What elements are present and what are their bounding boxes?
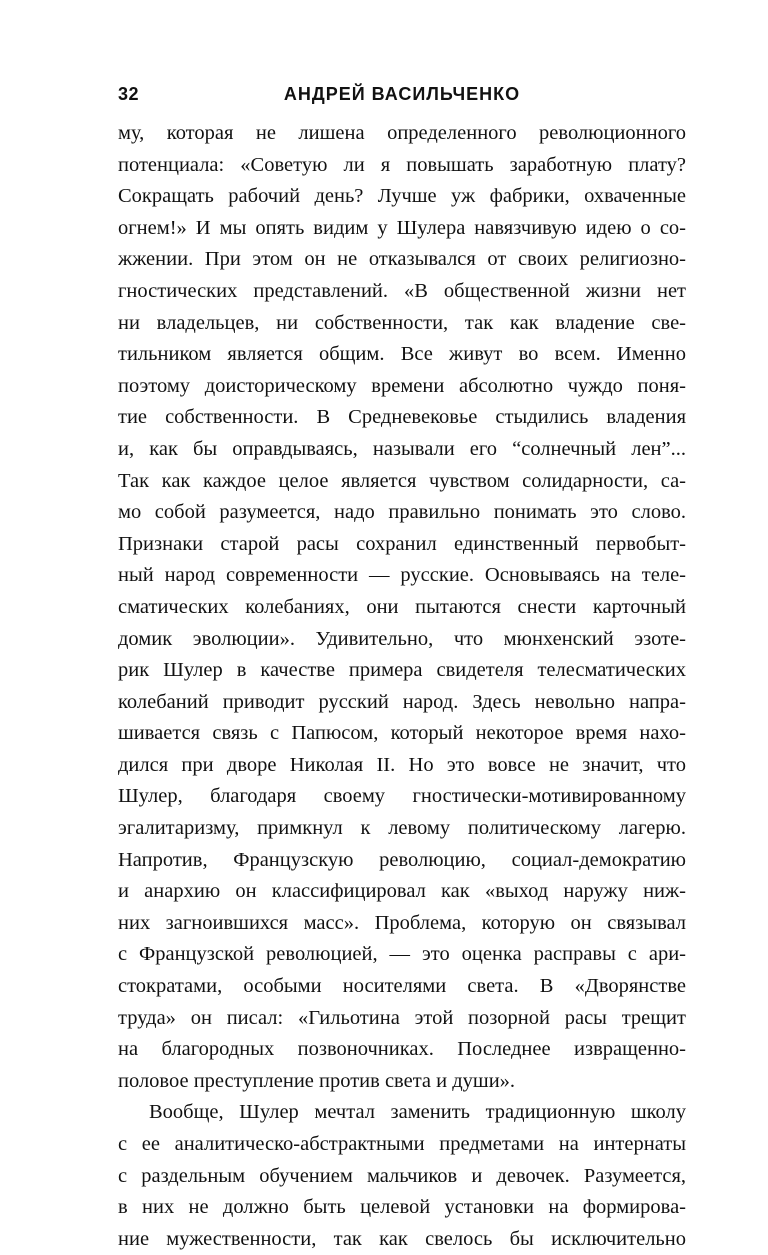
text-line: Вообще, Шулер мечтал заменить традиционную школу [149, 1101, 686, 1124]
page-number: 32 [118, 84, 140, 104]
text-line: домик эволюции». Удивительно, что мюнхенский эзоте- [118, 627, 686, 650]
running-head-author: АНДРЕЙ ВАСИЛЬЧЕНКО [283, 84, 521, 104]
text-line: рик Шулер в качестве примера свидетеля телесматических [118, 659, 686, 682]
text-line: дился при дворе Николая II. Но это вовсе не значит, что [118, 753, 686, 776]
text-line: ние мужественности, так как свелось бы исключительно [118, 1227, 686, 1250]
text-line: эгалитаризму, примкнул к левому политическому лагерю. [118, 817, 686, 840]
text-line: с Французской революцией, — это оценка расправы с ари- [118, 943, 686, 966]
text-line: с ее аналитическо-абстрактными предметами на интернаты [118, 1133, 686, 1155]
text-line: му, которая не лишена определенного революционного [118, 122, 686, 144]
paragraph [118, 118, 686, 1097]
text-line: жжении. При этом он не отказывался от своих религиозно- [118, 248, 686, 271]
text-line: и анархию он классифицировал как «выход наружу ниж- [118, 880, 686, 903]
text-line: Так как каждое целое является чувством солидарности, са- [118, 469, 686, 492]
text-line: мо собой разумеется, надо правильно понимать это слово. [118, 501, 686, 524]
text-line: Шулер, благодаря своему гностически-мотивированному [118, 785, 686, 808]
text-line: на благородных позвоночниках. Последнее извращенно- [118, 1038, 686, 1061]
text-line: Сокращать рабочий день? Лучше уж фабрики, охваченные [118, 185, 686, 208]
text-line: потенциала: «Советую ли я повышать заработную плату? [118, 153, 686, 176]
text-line: них загноившихся масс». Проблема, которую он связывал [118, 911, 686, 934]
text-line: огнем!» И мы опять видим у Шулера навязчивую идею о со- [118, 216, 686, 239]
text-line: ни владельцев, ни собственности, так как владение све- [118, 311, 686, 334]
text-line: Признаки старой расы сохранил единственный первобыт- [118, 532, 686, 555]
text-line: колебаний приводит русский народ. Здесь невольно напра- [118, 690, 686, 713]
text-line: сматических колебаниях, они пытаются снести карточный [118, 595, 686, 618]
text-line: труда» он писал: «Гильотина этой позорной расы трещит [118, 1006, 686, 1029]
text-line: с раздельным обучением мальчиков и девочек. Разумеется, [118, 1164, 686, 1187]
text-line: тильником является общим. Все живут во всем. Именно [118, 343, 686, 366]
running-head [118, 84, 686, 112]
text-line: стократами, особыми носителями света. В «Дворянстве [118, 975, 686, 998]
text-line: тие собственности. В Средневековье стыдились владения [118, 406, 686, 429]
body-text [118, 118, 686, 1255]
text-line: шивается связь с Папюсом, который некоторое время нахо- [118, 722, 686, 745]
text-line: в них не должно быть целевой установки на формирова- [118, 1196, 686, 1219]
text-line: Напротив, Французскую революцию, социал-демократию [118, 848, 686, 871]
text-line: и, как бы оправдываясь, называли его “солнечный лен”... [118, 437, 686, 460]
text-line: половое преступление против света и души». [118, 1069, 516, 1092]
text-line: поэтому доисторическому времени абсолютно чуждо поня- [118, 374, 686, 397]
text-line: гностических представлений. «В общественной жизни нет [118, 279, 686, 302]
text-line: ный народ современности — русские. Основываясь на теле- [118, 564, 686, 587]
paragraph [118, 1097, 686, 1255]
